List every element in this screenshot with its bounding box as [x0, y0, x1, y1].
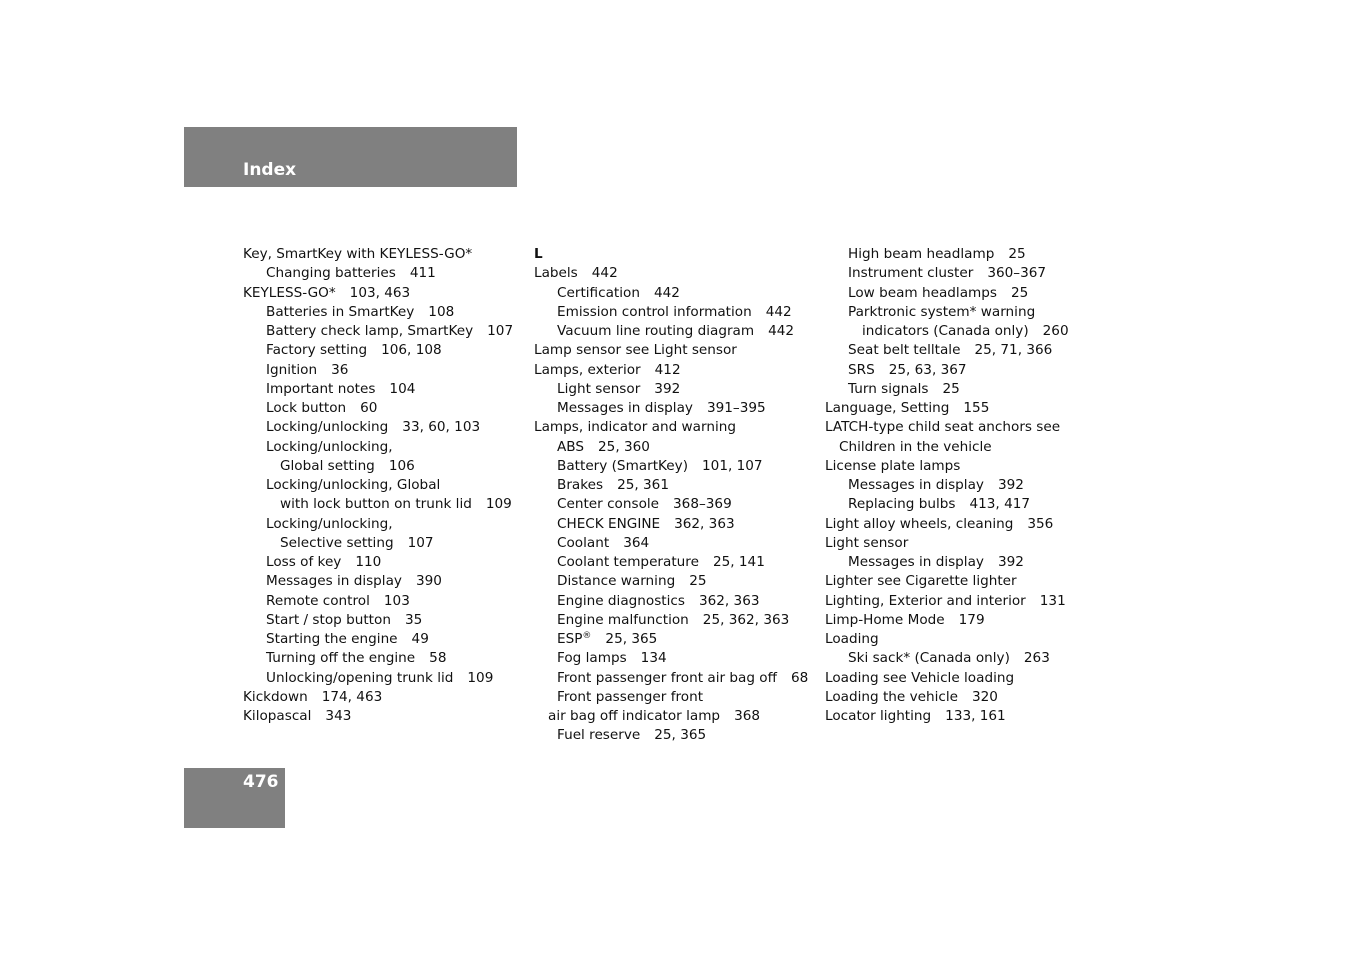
- index-entry-text: Loss of key: [266, 554, 342, 570]
- index-entry: [825, 669, 1069, 688]
- index-entry-text: with lock button on trunk lid: [280, 496, 472, 513]
- index-page-reference[interactable]: 49: [411, 631, 429, 647]
- index-entry: [825, 611, 1069, 630]
- index-entry: [825, 515, 1069, 534]
- index-entry-text: Turning off the engine: [266, 650, 416, 667]
- index-page-reference[interactable]: 36: [331, 361, 349, 378]
- index-entry-text: Parktronic system* warning: [848, 303, 1036, 320]
- index-entry-text: Locking/unlocking,: [266, 515, 393, 532]
- index-page-reference[interactable]: 109: [467, 669, 494, 686]
- index-entry-text: Batteries in SmartKey: [266, 303, 415, 320]
- index-entry: [534, 303, 808, 322]
- header-bar: [184, 127, 517, 187]
- index-page-reference[interactable]: 442: [653, 284, 680, 301]
- index-column-2: [534, 245, 808, 746]
- index-entry: [825, 418, 1069, 437]
- index-entry: [825, 245, 1069, 264]
- index-entry-text: Language, Setting: [825, 400, 950, 416]
- index-entry: [825, 322, 1069, 341]
- index-entry-text: Messages in display: [557, 400, 693, 416]
- index-letter-heading: [534, 245, 808, 264]
- index-entry-text: indicators (Canada only): [862, 323, 1029, 339]
- index-entry-text: Labels: [534, 265, 578, 282]
- index-entry: [534, 418, 808, 437]
- index-entry-text: Lock button: [266, 400, 347, 416]
- index-page-reference[interactable]: 174, 463: [321, 688, 383, 705]
- index-entry-text: ABS: [557, 438, 585, 455]
- index-page-reference[interactable]: 25, 365: [605, 631, 658, 647]
- index-entry: [534, 341, 808, 360]
- index-entry: [825, 438, 1069, 457]
- index-entry: [243, 553, 513, 572]
- index-entry: [534, 669, 808, 688]
- index-page-reference[interactable]: 25, 71, 366: [974, 342, 1053, 359]
- index-page-reference[interactable]: 103, 463: [349, 284, 411, 301]
- index-entry-text: Ski sack* (Canada only): [848, 650, 1010, 667]
- index-entry: [243, 515, 513, 534]
- page-number: 476: [243, 772, 279, 792]
- index-entry: [243, 611, 513, 630]
- index-entry-text: Fog lamps: [557, 650, 627, 667]
- index-entry-text: Fuel reserve: [557, 727, 641, 744]
- index-page-reference[interactable]: 106: [388, 457, 415, 474]
- index-entry-text: air bag off indicator lamp: [548, 708, 721, 724]
- index-entry: [534, 649, 808, 668]
- index-page-reference[interactable]: 413, 417: [969, 496, 1031, 513]
- index-entry-text: Battery (SmartKey): [557, 457, 689, 474]
- index-page-reference[interactable]: 131: [1039, 592, 1066, 609]
- index-entry-text: ESP: [557, 631, 583, 647]
- index-page-reference[interactable]: 35: [404, 611, 423, 628]
- index-entry: [243, 418, 513, 437]
- index-page-reference[interactable]: 60: [360, 400, 378, 416]
- index-entry: [243, 438, 513, 457]
- index-page-reference[interactable]: 364: [623, 534, 650, 551]
- index-entry-text: Replacing bulbs: [848, 496, 956, 513]
- index-entry: [534, 322, 808, 341]
- index-entry: [825, 476, 1069, 495]
- index-entry: [534, 457, 808, 476]
- index-entry-text: Important notes: [266, 380, 376, 397]
- index-page-reference[interactable]: 134: [640, 650, 667, 667]
- index-entry: [825, 688, 1069, 707]
- index-entry: [825, 649, 1069, 668]
- index-entry: [825, 534, 1069, 553]
- index-column-3: [825, 245, 1069, 726]
- index-entry-text: Loading: [825, 631, 879, 647]
- index-entry: [825, 457, 1069, 476]
- index-entry-text: Seat belt telltale: [848, 342, 961, 359]
- index-entry-text: Instrument cluster: [848, 265, 974, 282]
- index-page-reference[interactable]: 368–369: [673, 496, 732, 513]
- index-page-reference[interactable]: 101, 107: [702, 457, 763, 474]
- index-entry-text: Emission control information: [557, 303, 752, 320]
- index-page-reference[interactable]: 68: [790, 669, 809, 686]
- index-page-reference[interactable]: 368: [734, 708, 761, 724]
- index-entry: [825, 592, 1069, 611]
- index-page-reference[interactable]: 343: [325, 708, 352, 724]
- index-entry-text: Global setting: [280, 457, 375, 474]
- index-entry-text: Loading see Vehicle loading: [825, 669, 1015, 686]
- index-entry: [243, 495, 513, 514]
- index-entry-text: Kickdown: [243, 688, 308, 705]
- index-page-reference[interactable]: 392: [654, 380, 681, 397]
- index-page-reference[interactable]: 108: [428, 303, 455, 320]
- index-entry: [243, 399, 513, 418]
- index-page-reference[interactable]: 263: [1023, 650, 1050, 667]
- index-page-reference[interactable]: 392: [997, 477, 1024, 493]
- index-entry-text: Messages in display: [266, 573, 402, 590]
- index-page-reference[interactable]: 106, 108: [381, 342, 442, 359]
- index-page-reference[interactable]: 25, 63, 367: [888, 361, 967, 378]
- index-entry: [534, 611, 808, 630]
- index-page-reference[interactable]: 25, 365: [654, 727, 707, 744]
- index-entry: [243, 264, 513, 283]
- index-entry: [243, 476, 513, 495]
- index-entry-text: Coolant: [557, 534, 610, 551]
- index-entry: [825, 399, 1069, 418]
- index-entry-text: Unlocking/opening trunk lid: [266, 669, 454, 686]
- index-entry: [243, 707, 513, 726]
- index-entry: [825, 380, 1069, 399]
- index-entry: [534, 553, 808, 572]
- index-page-reference[interactable]: 25, 141: [712, 554, 765, 570]
- index-entry-text: Limp-Home Mode: [825, 611, 945, 628]
- index-entry-text: Engine diagnostics: [557, 592, 685, 609]
- index-entry: [825, 303, 1069, 322]
- index-entry-text: Key, SmartKey with KEYLESS-GO*: [243, 246, 473, 262]
- index-page-reference[interactable]: 103: [383, 592, 410, 609]
- index-entry-text: CHECK ENGINE: [557, 515, 661, 532]
- index-entry: [534, 495, 808, 514]
- index-page-reference[interactable]: 412: [654, 361, 681, 378]
- index-page-reference[interactable]: 442: [768, 323, 795, 339]
- index-page-reference[interactable]: 109: [485, 496, 512, 513]
- index-entry-text: Changing batteries: [266, 265, 396, 282]
- index-page-reference[interactable]: 33, 60, 103: [402, 419, 481, 436]
- index-entry: [825, 553, 1069, 572]
- index-entry: [243, 341, 513, 360]
- index-page-reference[interactable]: 179: [958, 611, 985, 628]
- index-entry: [825, 495, 1069, 514]
- index-entry-text: Engine malfunction: [557, 611, 689, 628]
- index-page-reference[interactable]: 392: [997, 554, 1024, 570]
- index-entry: [534, 707, 808, 726]
- index-entry-text: Light sensor: [557, 380, 641, 397]
- index-entry: [243, 303, 513, 322]
- index-entry-text: Factory setting: [266, 342, 368, 359]
- index-entry: [243, 688, 513, 707]
- index-entry-text: Locking/unlocking: [266, 419, 389, 436]
- index-entry-text: Lamp sensor see Light sensor: [534, 342, 737, 359]
- index-entry: [825, 707, 1069, 726]
- index-entry: [243, 380, 513, 399]
- index-entry: [243, 534, 513, 553]
- index-entry: [243, 361, 513, 380]
- index-page-reference[interactable]: 104: [389, 380, 416, 397]
- index-entry-text: Messages in display: [848, 477, 984, 493]
- index-entry: [534, 572, 808, 591]
- index-entry: [825, 572, 1069, 591]
- index-page-reference[interactable]: 107: [487, 323, 514, 339]
- index-entry: [243, 322, 513, 341]
- index-entry: [243, 592, 513, 611]
- index-entry-text: Lamps, indicator and warning: [534, 419, 736, 436]
- index-entry-text: Lamps, exterior: [534, 361, 641, 378]
- index-entry: [534, 630, 808, 649]
- index-entry-text: Coolant temperature: [557, 554, 699, 570]
- index-entry: [534, 592, 808, 611]
- index-page-reference[interactable]: 356: [1027, 515, 1054, 532]
- index-page-reference[interactable]: 25: [1010, 284, 1029, 301]
- index-entry: [243, 649, 513, 668]
- index-entry: [825, 361, 1069, 380]
- index-page-reference[interactable]: 442: [591, 265, 618, 282]
- index-entry-text: Kilopascal: [243, 708, 312, 724]
- index-entry: [534, 380, 808, 399]
- index-page-reference[interactable]: 25, 360: [598, 438, 650, 455]
- index-entry: [825, 630, 1069, 649]
- index-page-reference[interactable]: 25: [689, 573, 707, 590]
- index-entry: [243, 245, 513, 264]
- index-entry: [534, 361, 808, 380]
- index-page-reference[interactable]: 25: [942, 380, 960, 397]
- index-entry-text: Start / stop button: [266, 611, 391, 628]
- index-page-reference[interactable]: 260: [1042, 323, 1069, 339]
- index-entry: [243, 284, 513, 303]
- index-entry-text: Brakes: [557, 477, 604, 493]
- index-entry: [534, 399, 808, 418]
- index-entry-text: Children in the vehicle: [839, 438, 992, 455]
- index-entry: [534, 476, 808, 495]
- index-page-reference[interactable]: 25, 362, 363: [702, 611, 790, 628]
- index-entry-text: Distance warning: [557, 573, 676, 590]
- index-entry-text: Light sensor: [825, 534, 909, 551]
- index-page-reference[interactable]: 155: [963, 400, 990, 416]
- index-page-reference[interactable]: 360–367: [987, 265, 1047, 282]
- index-entry: [534, 726, 808, 745]
- index-entry: [243, 572, 513, 591]
- index-entry-text: Battery check lamp, SmartKey: [266, 323, 474, 339]
- index-column-1: [243, 245, 513, 726]
- index-entry: [825, 284, 1069, 303]
- index-page-reference[interactable]: 320: [972, 688, 998, 705]
- index-entry-text: Certification: [557, 284, 640, 301]
- index-entry-text: Messages in display: [848, 554, 984, 570]
- index-entry: [243, 457, 513, 476]
- index-entry-text: Locator lighting: [825, 708, 932, 724]
- index-entry-text: Low beam headlamps: [848, 284, 997, 301]
- index-entry: [534, 688, 808, 707]
- index-entry-text: Vacuum line routing diagram: [557, 323, 755, 339]
- index-page-reference[interactable]: 110: [355, 554, 382, 570]
- index-entry-text: Ignition: [266, 361, 318, 378]
- page-title: Index: [243, 160, 297, 180]
- index-page-reference[interactable]: 411: [409, 265, 436, 282]
- index-entry-text: Lighter see Cigarette lighter: [825, 573, 1017, 590]
- index-entry-text: Remote control: [266, 592, 370, 609]
- index-entry-text: LATCH-type child seat anchors see: [825, 419, 1061, 436]
- index-page-reference[interactable]: 362, 363: [698, 592, 760, 609]
- index-entry-text: Starting the engine: [266, 631, 398, 647]
- index-entry-text: Front passenger front: [557, 688, 704, 705]
- registered-mark: ®: [582, 631, 592, 641]
- index-entry-text: Light alloy wheels, cleaning: [825, 515, 1014, 532]
- index-entry: [243, 630, 513, 649]
- index-entry-text: Front passenger front air bag off: [557, 669, 777, 686]
- index-entry-text: Loading the vehicle: [825, 688, 958, 705]
- index-page-reference[interactable]: 391–395: [706, 400, 766, 416]
- index-entry: [825, 341, 1069, 360]
- index-entry-text: Selective setting: [280, 534, 394, 551]
- index-page-reference[interactable]: 107: [407, 534, 434, 551]
- index-entry-text: Lighting, Exterior and interior: [825, 592, 1026, 609]
- index-entry: [534, 534, 808, 553]
- index-entry-text: SRS: [848, 361, 875, 378]
- index-page-reference[interactable]: 133, 161: [945, 708, 1006, 724]
- index-entry-text: High beam headlamp: [848, 246, 995, 262]
- index-page-reference[interactable]: 58: [429, 650, 447, 667]
- index-page-reference[interactable]: 390: [415, 573, 442, 590]
- index-entry-text: KEYLESS-GO*: [243, 284, 336, 301]
- index-page-reference[interactable]: 442: [765, 303, 792, 320]
- index-entry-text: Turn signals: [848, 380, 929, 397]
- index-page-reference[interactable]: 25: [1008, 246, 1026, 262]
- index-page-reference[interactable]: 25, 361: [617, 477, 669, 493]
- index-entry-text: Center console: [557, 496, 660, 513]
- index-entry-text: Locking/unlocking,: [266, 438, 393, 455]
- index-entry: [534, 284, 808, 303]
- index-entry-text: Locking/unlocking, Global: [266, 477, 441, 493]
- index-entry-text: L: [534, 246, 543, 262]
- index-entry: [534, 438, 808, 457]
- index-entry: [243, 669, 513, 688]
- index-entry: [825, 264, 1069, 283]
- index-entry: [534, 515, 808, 534]
- page-number-tab: [184, 768, 285, 828]
- index-entry-text: License plate lamps: [825, 457, 961, 474]
- index-entry: [534, 264, 808, 283]
- index-page-reference[interactable]: 362, 363: [674, 515, 735, 532]
